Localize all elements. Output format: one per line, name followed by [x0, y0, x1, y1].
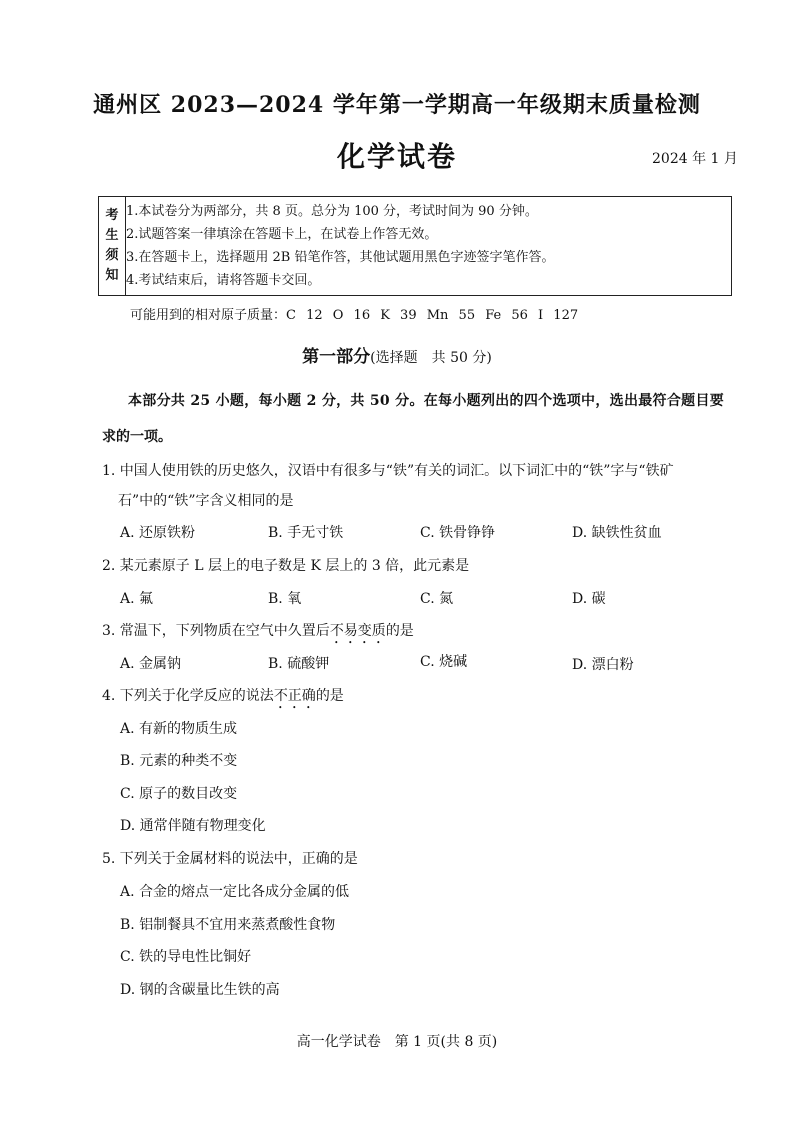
part-heading	[0, 342, 794, 367]
notice-item: 2.试题答案一律填涂在答题卡上，在试卷上作答无效。	[126, 227, 438, 242]
question-1-option-b: B. 手无寸铁	[268, 525, 344, 541]
question-1-stem: 1. 中国人使用铁的历史悠久，汉语中有很多与“铁”有关的词汇。以下词汇中的“铁”字与“铁矿	[102, 463, 674, 479]
question-5-stem: 5. 下列关于金属材料的说法中，正确的是	[102, 851, 358, 867]
exam-date: 2024 年 1 月	[652, 151, 738, 167]
question-4-option-d: D. 通常伴随有物理变化	[120, 818, 266, 834]
notice-box	[98, 196, 732, 296]
question-4-option-a: A. 有新的物质生成	[120, 721, 238, 737]
question-2-stem: 2. 某元素原子 L 层上的电子数是 K 层上的 3 倍，此元素是	[102, 558, 470, 574]
atomic-masses: 可能用到的相对原子质量：C 12 O 16 K 39 Mn 55 Fe 56 I 127	[130, 308, 579, 323]
question-2-option-d: D. 碳	[572, 591, 606, 607]
subject-title: 化学试卷	[336, 140, 457, 173]
notice-label: 考 生 须 知	[99, 197, 126, 296]
question-1-option-a: A. 还原铁粉	[120, 525, 196, 541]
question-1-option-d: D. 缺铁性贫血	[572, 525, 662, 541]
question-2-option-b: B. 氧	[268, 591, 302, 607]
part-subtitle: (选择题 共 50 分)	[370, 350, 492, 366]
question-5-option-b: B. 铝制餐具不宜用来蒸煮酸性食物	[120, 917, 336, 933]
question-3-stem: 3. 常温下，下列物质在空气中久置后不易变质的是	[102, 623, 414, 639]
part-title: 第一部分	[302, 347, 371, 367]
part-intro-line1: 本部分共 25 小题，每小题 2 分，共 50 分。在每小题列出的四个选项中，选出最符合题目要	[128, 393, 725, 409]
part-intro-line2: 求的一项。	[102, 429, 172, 445]
question-5-option-c: C. 铁的导电性比铜好	[120, 949, 252, 965]
question-4-stem: 4. 下列关于化学反应的说法不正确的是	[102, 688, 344, 704]
question-4-option-b: B. 元素的种类不变	[120, 753, 238, 769]
question-3-option-d: D. 漂白粉	[572, 657, 634, 673]
emphasis-text: 不正确	[273, 688, 316, 704]
question-2-option-a: A. 氟	[120, 591, 154, 607]
question-3-option-a: A. 金属钠	[120, 656, 182, 672]
exam-title: 通州区 2023—2024 学年第一学期高一年级期末质量检测	[93, 92, 701, 118]
question-5-option-a: A. 合金的熔点一定比各成分金属的低	[120, 884, 350, 900]
question-3-option-b: B. 硫酸钾	[268, 656, 330, 672]
question-5-option-d: D. 钢的含碳量比生铁的高	[120, 982, 280, 998]
notice-item: 4.考试结束后，请将答题卡交回。	[126, 273, 321, 288]
question-1-stem-cont: 石”中的“铁”字含义相同的是	[118, 493, 294, 509]
notice-item: 3.在答题卡上，选择题用 2B 铅笔作答，其他试题用黑色字迹签字笔作答。	[126, 250, 555, 265]
question-1-option-c: C. 铁骨铮铮	[420, 525, 496, 541]
notice-item: 1.本试卷分为两部分，共 8 页。总分为 100 分，考试时间为 90 分钟。	[126, 204, 538, 219]
emphasis-text: 不易变质	[329, 623, 386, 639]
question-3-option-c: C. 烧碱	[420, 654, 468, 670]
question-2-option-c: C. 氮	[420, 591, 454, 607]
question-4-option-c: C. 原子的数目改变	[120, 786, 238, 802]
page-footer: 高一化学试卷 第 1 页(共 8 页)	[296, 1034, 498, 1050]
notice-items	[126, 197, 732, 296]
